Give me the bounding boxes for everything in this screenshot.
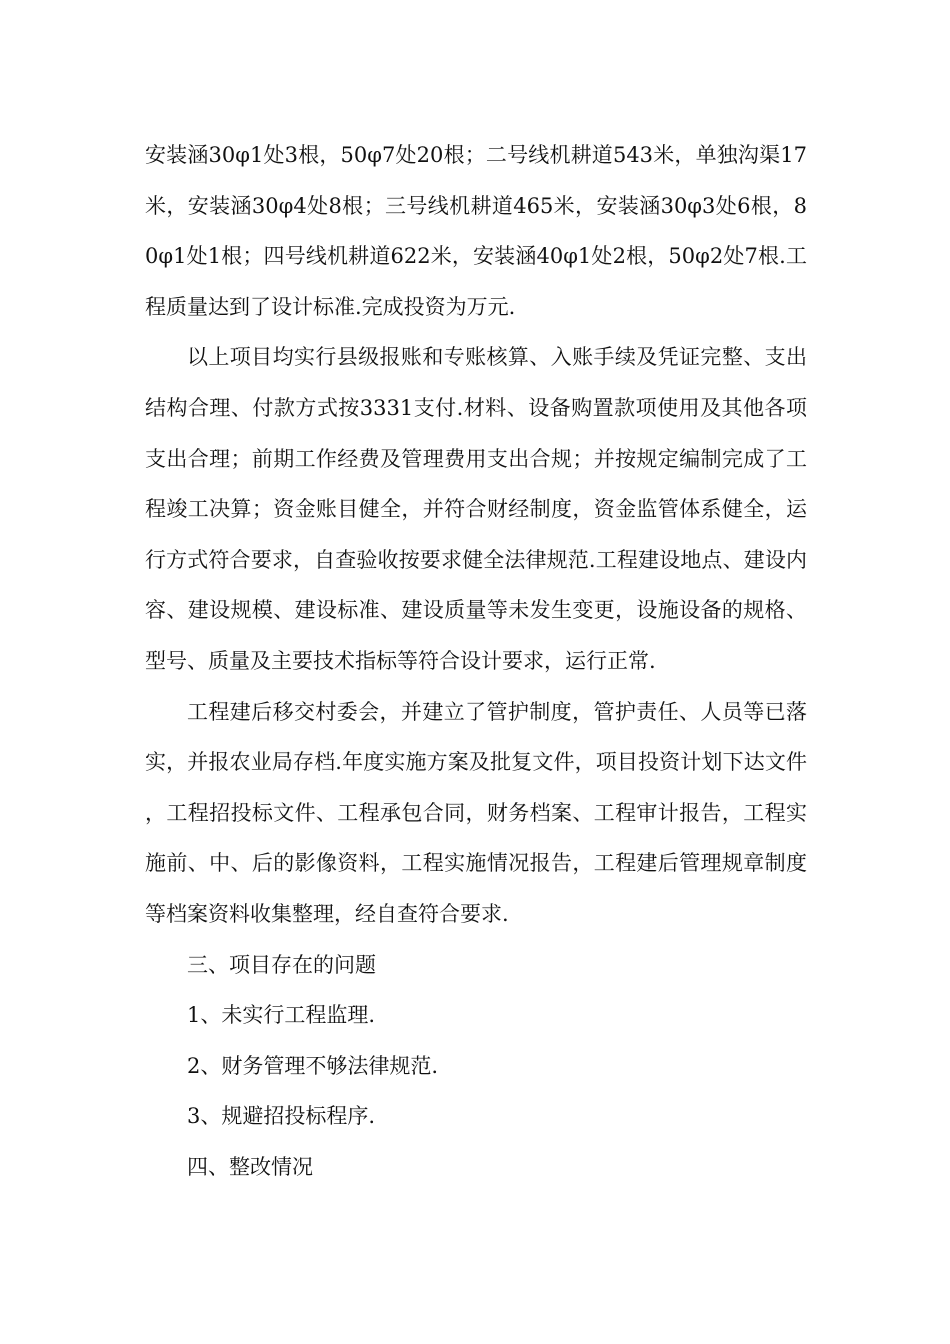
paragraph-project-details: 安装涵30φ1处3根，50φ7处20根；二号线机耕道543米，单独沟渠17米，安装涵30φ4处8根；三号线机耕道465米，安装涵30φ3处6根，80φ1处1根；四号线机耕道622米，安装涵40φ1处2根，50φ2处7根.工程质量达到了设计标准.完成投资为万元. [145,143,807,319]
document-body [145,130,807,1192]
section-heading-problems: 三、项目存在的问题 [187,952,376,977]
issue-item: 2、财务管理不够法律规范. [187,1053,439,1078]
paragraph-finance-compliance: 以上项目均实行县级报账和专账核算、入账手续及凭证完整、支出结构合理、付款方式按3331支付.材料、设备购置款项使用及其他各项支出合理；前期工作经费及管理费用支出合规；并按规定编制完成了工程竣工决算；资金账目健全，并符合财经制度，资金监管体系健全，运行方式符合要求，自查验收按要求健全法律规范.工程建设地点、建设内容、建设规模、建设标准、建设质量等未发生变更，设施设备的规格、型号、质量及主要技术指标等符合设计要求，运行正常. [145,345,807,673]
issue-item: 1、未实行工程监理. [187,1003,376,1028]
issue-item: 3、规避招投标程序. [187,1104,376,1129]
section-heading-rectification: 四、整改情况 [187,1154,313,1179]
paragraph-handover-archives: 工程建后移交村委会，并建立了管护制度，管护责任、人员等已落实，并报农业局存档.年度实施方案及批复文件，项目投资计划下达文件，工程招投标文件、工程承包合同，财务档案、工程审计报告，工程实施前、中、后的影像资料，工程实施情况报告，工程建后管理规章制度等档案资料收集整理，经自查符合要求. [145,699,807,926]
